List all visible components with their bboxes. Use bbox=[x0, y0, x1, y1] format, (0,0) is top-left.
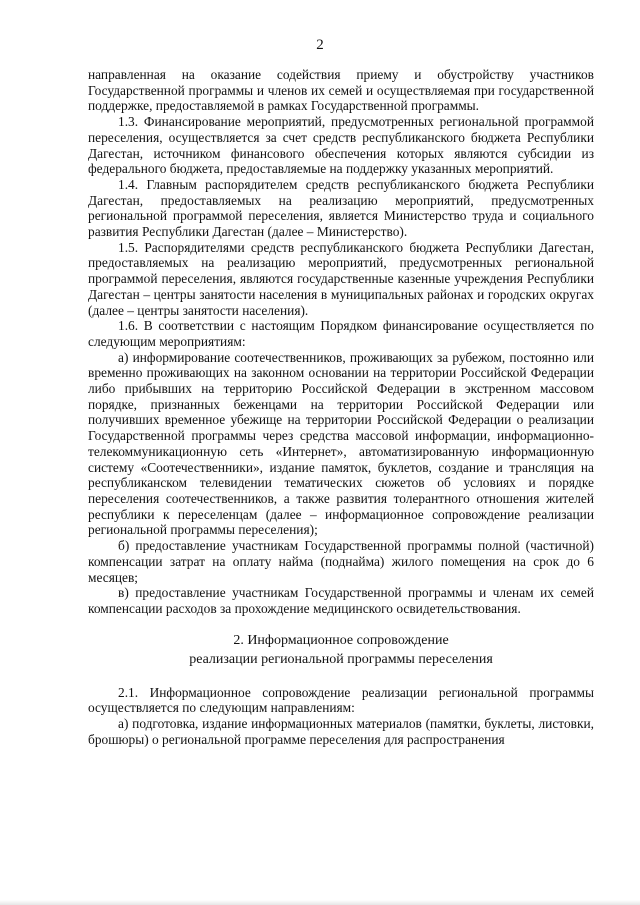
section-list-item-a: а) подготовка, издание информационных материалов (памятки, буклеты, листовки, брошюры) о региональной программе переселения для распространения bbox=[88, 716, 594, 747]
list-item-a: а) информирование соотечественников, проживающих за рубежом, постоянно или временно проживающих на законном основании на территории Российской Федерации либо прибывших на территорию Российской Федерации в экстренном массовом порядке, признанных беженцами на территории Российской Федерации или получивших временное убежище на территории Российской Федерации о реализации Государственной программы через средства массовой информации, информационно-телекоммуникационную сеть «Интернет», автоматизированную информационную систему «Соотечественники», издание памяток, буклетов, создание и трансляция на республиканском телевидении тематических сюжетов об условиях и порядке переселения соотечественников, а также развития толерантного отношения жителей республики к переселенцам (далее – информационное сопровождение реализации региональной программы переселения); bbox=[88, 349, 594, 538]
paragraph-1-6: 1.6. В соответствии с настоящим Порядком финансирование осуществляется по следующим мероприятиям: bbox=[88, 318, 594, 349]
section-heading bbox=[88, 631, 594, 669]
scan-edge bbox=[0, 900, 640, 905]
list-item-b: б) предоставление участникам Государственной программы полной (частичной) компенсации затрат на оплату найма (поднайма) жилого помещения на срок до 6 месяцев; bbox=[88, 538, 594, 585]
paragraph-1-3: 1.3. Финансирование мероприятий, предусмотренных региональной программой переселения, осуществляется за счет средств республиканского бюджета Республики Дагестан, источником финансового обеспечения которых являются субсидии из федерального бюджета, предоставляемые на поддержку указанных мероприятий. bbox=[88, 114, 594, 177]
paragraph-2-1: 2.1. Информационное сопровождение реализации региональной программы осуществляется по следующим направлениям: bbox=[88, 684, 594, 716]
paragraph-1-4: 1.4. Главным распорядителем средств республиканского бюджета Республики Дагестан, предоставляемых на реализацию мероприятий, предусмотренных региональной программой переселения, является Министерство труда и социального развития Республики Дагестан (далее – Министерство). bbox=[88, 176, 594, 240]
list-item-c: в) предоставление участникам Государственной программы и членам их семей компенсации расходов за прохождение медицинского освидетельствования. bbox=[88, 585, 594, 616]
section-heading-line2: реализации региональной программы переселения bbox=[189, 651, 493, 667]
paragraph-1-5: 1.5. Распорядителями средств республиканского бюджета Республики Дагестан, предоставляемых на реализацию мероприятий, предусмотренных региональной программой переселения, являются государственные казенные учреждения Республики Дагестан – центры занятости населения в муниципальных районах и городских округах (далее – центры занятости населения). bbox=[88, 239, 594, 318]
page-number: 2 bbox=[316, 37, 324, 53]
paragraph-continuation: направленная на оказание содействия приему и обустройству участников Государственной программы и членов их семей и осуществляемая при государственной поддержке, предоставляемой в рамках Государственной программы. bbox=[88, 67, 594, 114]
section-heading-line1: 2. Информационное сопровождение bbox=[233, 632, 449, 648]
document-body bbox=[88, 67, 594, 747]
